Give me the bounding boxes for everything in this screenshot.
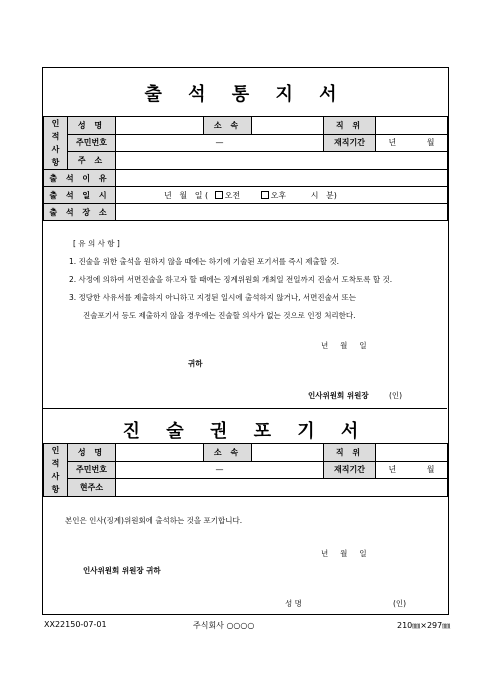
waiver-personal-table <box>43 443 448 497</box>
datetime-label: 출 석 일 시 <box>44 187 116 204</box>
am-checkbox[interactable]: 오전 <box>215 191 240 200</box>
notice-title: 출 석 통 지 서 <box>144 84 347 105</box>
pm-checkbox[interactable]: 오후 <box>261 191 286 200</box>
note-2: 2. 사정에 의하여 서면진술을 하고자 할 때에는 징계위원회 개최일 전일까지 진술서 도착토록 할 것. <box>69 275 393 284</box>
address-label: 주 소 <box>68 152 116 170</box>
name-field[interactable] <box>116 117 204 135</box>
notice-personal-table <box>43 116 448 221</box>
notice-date-line: 년 월 일 <box>321 341 367 350</box>
footer-code: XX22150-07-01 <box>44 620 107 629</box>
waiver-date-line: 년 월 일 <box>321 549 367 558</box>
datetime-field[interactable] <box>116 187 448 204</box>
position-label: 직 위 <box>324 117 376 135</box>
waiver-statement: 본인은 인사(징계)위원회에 출석하는 것을 포기합니다. <box>65 516 243 525</box>
waiver-position-label: 직 위 <box>324 444 376 462</box>
section-divider <box>43 408 447 409</box>
notice-addressee: 귀하 <box>188 359 203 368</box>
place-field[interactable] <box>116 204 448 221</box>
place-label: 출 석 장 소 <box>44 204 116 221</box>
waiver-id-field[interactable]: — <box>116 461 324 479</box>
note-1: 1. 진술을 위한 출석을 원하지 않을 때에는 하기에 기술된 포기서를 즉시 제출할 것. <box>69 257 339 266</box>
dept-label: 소 속 <box>204 117 252 135</box>
waiver-dept-label: 소 속 <box>204 444 252 462</box>
waiver-title: 진 술 권 포 기 서 <box>122 421 369 442</box>
waiver-id-label: 주민번호 <box>68 461 116 479</box>
notice-chair: 인사위원회 위원장 <box>308 391 369 400</box>
waiver-tenure-label: 재직기간 <box>324 461 376 479</box>
waiver-address-label: 현주소 <box>68 479 116 497</box>
reason-label: 출 석 이 유 <box>44 170 116 187</box>
datetime-date-text: 년 월 일 ( <box>164 190 209 200</box>
waiver-side-label: 인 적 사 항 <box>44 444 68 497</box>
tenure-label: 재직기간 <box>324 134 376 152</box>
time-text: 시 분) <box>310 190 337 200</box>
personal-side-label: 인 적 사 항 <box>44 117 68 170</box>
id-label: 주민번호 <box>68 134 116 152</box>
position-field[interactable] <box>376 117 448 135</box>
tenure-field[interactable]: 년 월 <box>376 134 448 152</box>
notice-seal: (인) <box>389 391 403 400</box>
waiver-position-field[interactable] <box>376 444 448 462</box>
waiver-address-field[interactable] <box>116 479 448 497</box>
waiver-tenure-field[interactable]: 년 월 <box>376 461 448 479</box>
waiver-dept-field[interactable] <box>252 444 324 462</box>
footer-size: 210㎜×297㎜ <box>397 621 451 630</box>
reason-field[interactable] <box>116 170 448 187</box>
name-label: 성 명 <box>68 117 116 135</box>
id-field[interactable]: — <box>116 134 324 152</box>
note-3: 3. 정당한 사유서를 제출하지 아니하고 지정된 일시에 출석하지 않거나, 서면진술서 또는 <box>69 293 356 302</box>
waiver-addressee: 인사위원회 위원장 귀하 <box>83 566 161 575</box>
dept-field[interactable] <box>252 117 324 135</box>
footer-company: 주식회사 ○○○○ <box>193 621 255 630</box>
waiver-name-field[interactable] <box>116 444 204 462</box>
waiver-seal: (인) <box>393 599 407 608</box>
form-frame <box>42 67 449 615</box>
notes-heading: [ 유 의 사 항 ] <box>73 239 120 248</box>
address-field[interactable] <box>116 152 448 170</box>
waiver-name-label: 성 명 <box>68 444 116 462</box>
waiver-sign-label: 성 명 <box>285 599 302 608</box>
note-3-cont: 진술포기서 등도 제출하지 않을 경우에는 진술할 의사가 없는 것으로 인정 처리한다. <box>83 311 356 320</box>
